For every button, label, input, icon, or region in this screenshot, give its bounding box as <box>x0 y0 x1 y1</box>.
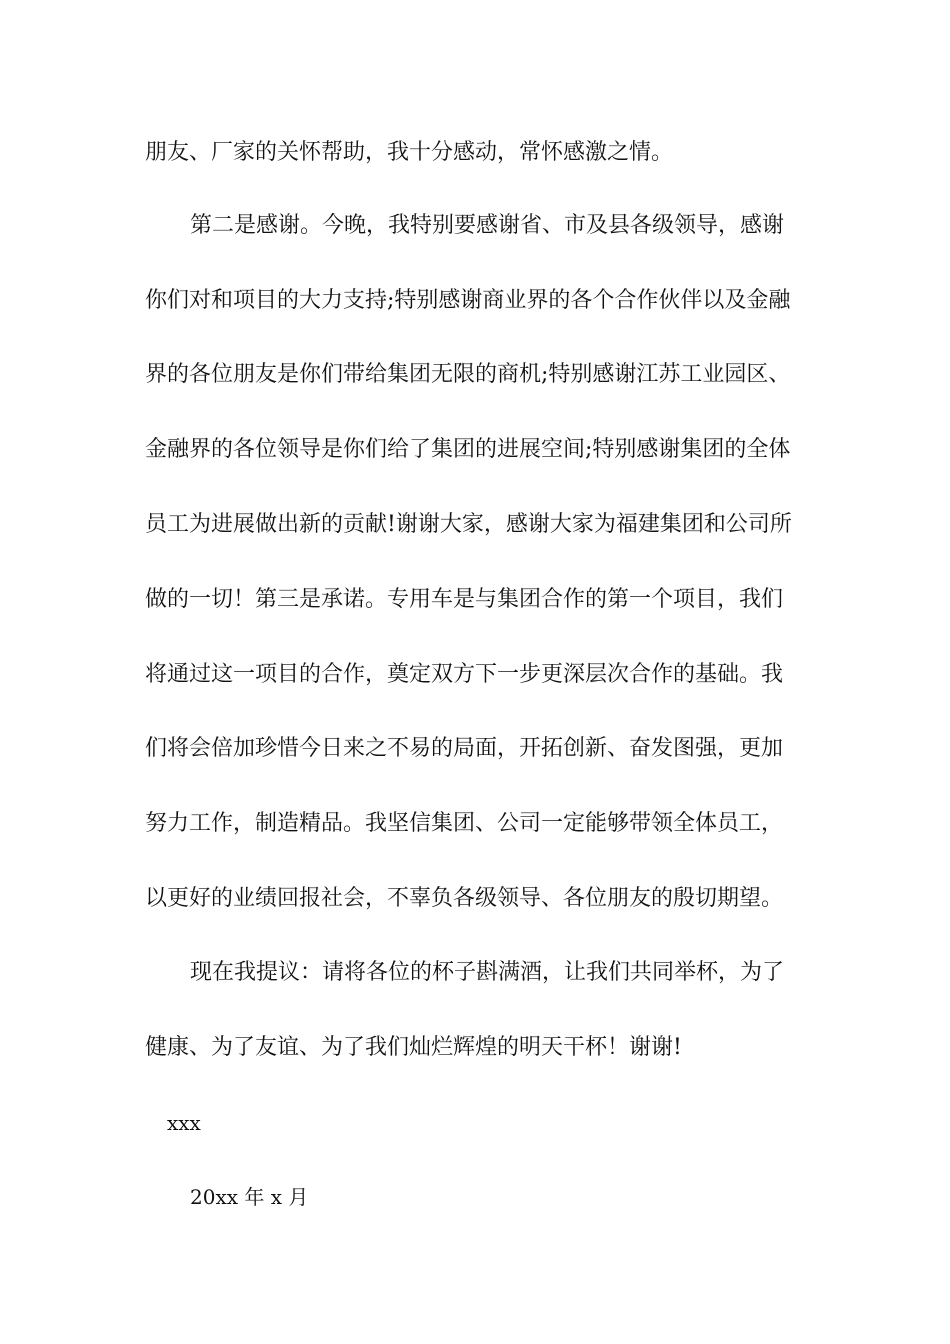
paragraph-line: 员工为进展做出新的贡献!谢谢大家，感谢大家为福建集团和公司所 <box>145 512 792 537</box>
paragraph-line: 努力工作，制造精品。我坚信集团、公司一定能够带领全体员工， <box>145 811 784 836</box>
paragraph-line: 将通过这一项目的合作，奠定双方下一步更深层次合作的基础。我 <box>145 662 784 687</box>
paragraph-line: 界的各位朋友是你们带给集团无限的商机;特别感谢江苏工业园区、 <box>145 362 791 387</box>
signature-date: 20xx 年 x 月 <box>190 1185 309 1209</box>
paragraph-line: 第二是感谢。今晚，我特别要感谢省、市及县各级领导，感谢 <box>190 213 785 238</box>
paragraph-line: 们将会倍加珍惜今日来之不易的局面，开拓创新、奋发图强，更加 <box>145 736 784 761</box>
signature-name: xxx <box>167 1111 201 1135</box>
paragraph-line: 以更好的业绩回报社会，不辜负各级领导、各位朋友的殷切期望。 <box>145 886 784 911</box>
paragraph-line: 你们对和项目的大力支持;特别感谢商业界的各个合作伙伴以及金融 <box>145 288 791 313</box>
paragraph-line: 健康、为了友谊、为了我们灿烂辉煌的明天干杯！谢谢! <box>145 1035 682 1060</box>
paragraph-line: 金融界的各位领导是你们给了集团的进展空间;特别感谢集团的全体 <box>145 437 791 462</box>
paragraph-line: 现在我提议：请将各位的杯子斟满酒，让我们共同举杯，为了 <box>190 960 785 985</box>
paragraph-line: 朋友、厂家的关怀帮助，我十分感动，常怀感激之情。 <box>145 140 674 165</box>
paragraph-line: 做的一切！第三是承诺。专用车是与集团合作的第一个项目，我们 <box>145 587 784 612</box>
